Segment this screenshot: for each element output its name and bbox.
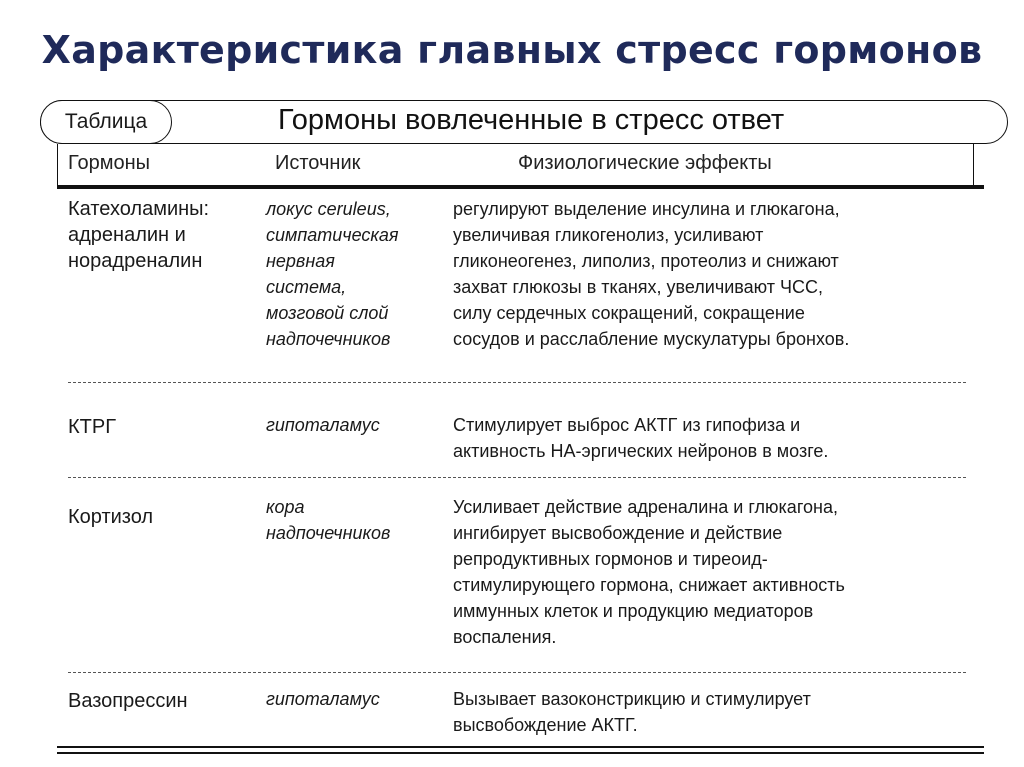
hormone-line: Катехоламины: [68,198,210,220]
row-2-effects [453,412,828,464]
effects-line: Стимулирует выброс АКТГ из гипофиза и [453,415,801,435]
source-line: система, [266,277,347,297]
table-bottom-rule [57,746,984,748]
source-line: мозговой слой [266,303,389,323]
row-2-hormone [68,414,116,440]
hormone-line: Кортизол [68,506,154,528]
source-line: гипоталамус [266,689,380,709]
hormone-line: КТРГ [68,416,117,438]
source-line: локус ceruleus, [266,199,391,219]
source-line: кора [266,497,305,517]
effects-line: сосудов и расслабление мускулатуры бронхов. [453,329,850,349]
hormone-line: Вазопрессин [68,690,188,712]
header-hormones: Гормоны [68,152,151,174]
slide-title: Характеристика главных стресс гормонов [41,28,983,72]
row-divider [68,672,966,673]
effects-line: стимулирующего гормона, снижает активность [453,575,845,595]
row-1-source [266,196,399,352]
effects-line: воспаления. [453,627,557,647]
effects-line: иммунных клеток и продукцию медиаторов [453,601,814,621]
source-line: гипоталамус [266,415,380,435]
row-4-hormone [68,688,188,714]
hormone-line: норадреналин [68,250,203,272]
effects-line: силу сердечных сокращений, сокращение [453,303,805,323]
effects-line: высвобождение АКТГ. [453,715,638,735]
effects-line: ингибирует высвобождение и действие [453,523,783,543]
effects-line: Вызывает вазоконстрикцию и стимулирует [453,689,811,709]
row-divider [68,477,966,478]
header-effects: Физиологические эффекты [518,152,772,174]
row-3-effects [453,494,845,650]
table-caption: Гормоны вовлеченные в стресс ответ [278,104,785,136]
header-divider [57,185,984,189]
hormone-line: адреналин и [68,224,186,246]
header-source: Источник [275,152,361,174]
effects-line: захват глюкозы в тканях, увеличивают ЧСС, [453,277,823,297]
table-bottom-rule [57,752,984,754]
effects-line: активность НА-эргических нейронов в мозге. [453,441,829,461]
source-line: надпочечников [266,523,391,543]
effects-line: увеличивая гликогенолиз, усиливают [453,225,764,245]
row-2-source [266,412,380,438]
source-line: нервная [266,251,335,271]
table-tag: Таблица [40,100,172,144]
effects-line: гликонеогенез, липолиз, протеолиз и снижают [453,251,839,271]
effects-line: Усиливает действие адреналина и глюкагона, [453,497,838,517]
row-4-effects [453,686,811,738]
effects-line: регулируют выделение инсулина и глюкагона, [453,199,840,219]
row-divider [68,382,966,383]
row-3-source [266,494,390,546]
table-header [57,144,974,186]
source-line: надпочечников [266,329,391,349]
row-4-source [266,686,380,712]
effects-line: репродуктивных гормонов и тиреоид- [453,549,768,569]
source-line: симпатическая [266,225,399,245]
row-1-hormone [68,196,209,274]
row-3-hormone [68,504,153,530]
row-1-effects [453,196,849,352]
